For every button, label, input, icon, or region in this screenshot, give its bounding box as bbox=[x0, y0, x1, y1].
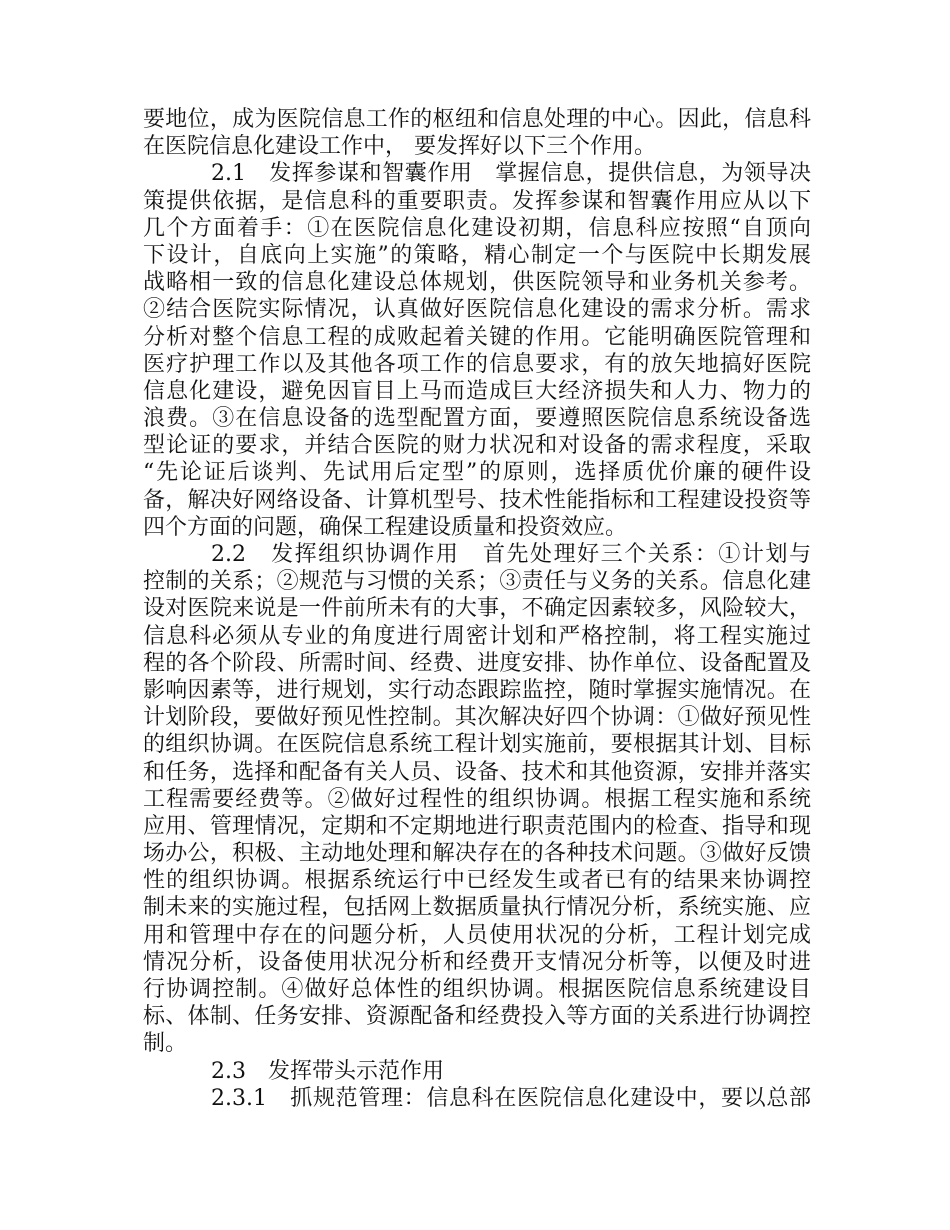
text-line: 控制的关系；②规范与习惯的关系；③责任与义务的关系。信息化建 bbox=[143, 569, 811, 595]
text-line: 情况分析，设备使用状况分析和经费开支情况分析等，以便及时进 bbox=[143, 949, 811, 975]
section-heading-line: 2.1 发挥参谋和智囊作用 掌握信息，提供信息，为领导决 bbox=[211, 161, 811, 187]
text-line: 几个方面着手：①在医院信息化建设初期，信息科应按照“自顶向 bbox=[143, 215, 811, 241]
text-line: 要地位，成为医院信息工作的枢纽和信息处理的中心。因此，信息科 bbox=[143, 107, 811, 132]
text-line: 浪费。③在信息设备的选型配置方面，要遵照医院信息系统设备选 bbox=[143, 406, 811, 432]
text-line: 下设计，自底向上实施”的策略，精心制定一个与医院中长期发展 bbox=[143, 242, 811, 268]
text-line: 行协调控制。④做好总体性的组织协调。根据医院信息系统建设目 bbox=[143, 977, 811, 1002]
text-line: 计划阶段，要做好预见性控制。其次解决好四个协调：①做好预见性 bbox=[143, 705, 811, 731]
text-line: 策提供依据，是信息科的重要职责。发挥参谋和智囊作用应从以下 bbox=[143, 188, 811, 214]
text-line: 标、体制、任务安排、资源配备和经费投入等方面的关系进行协调控 bbox=[143, 1004, 811, 1030]
text-line: 用和管理中存在的问题分析，人员使用状况的分析，工程计划完成 bbox=[143, 922, 811, 948]
text-line: “先论证后谈判、先试用后定型”的原则，选择质优价廉的硬件设 bbox=[143, 460, 811, 486]
text-line: 信息化建设，避免因盲目上马而造成巨大经济损失和人力、物力的 bbox=[143, 378, 811, 404]
text-line: 战略相一致的信息化建设总体规划，供医院领导和业务机关参考。 bbox=[143, 270, 811, 296]
text-line: 四个方面的问题，确保工程建设质量和投资效应。 bbox=[143, 514, 628, 540]
text-line: ②结合医院实际情况，认真做好医院信息化建设的需求分析。需求 bbox=[143, 297, 811, 323]
text-line: 性的组织协调。根据系统运行中已经发生或者已有的结果来协调控 bbox=[143, 868, 811, 894]
text-line: 应用、管理情况，定期和不定期地进行职责范围内的检查、指导和现 bbox=[143, 813, 811, 839]
text-line: 医疗护理工作以及其他各项工作的信息要求，有的放矢地搞好医院 bbox=[143, 351, 811, 377]
text-line: 制。 bbox=[143, 1031, 188, 1057]
section-heading-line: 2.2 发挥组织协调作用 首先处理好三个关系：①计划与 bbox=[211, 542, 811, 567]
text-line: 程的各个阶段、所需时间、经费、进度安排、协作单位、设备配置及 bbox=[143, 650, 811, 676]
text-line: 信息科必须从专业的角度进行周密计划和严格控制，将工程实施过 bbox=[143, 623, 811, 649]
text-line: 的组织协调。在医院信息系统工程计划实施前，要根据其计划、目标 bbox=[143, 732, 811, 758]
text-line: 工程需要经费等。②做好过程性的组织协调。根据工程实施和系统 bbox=[143, 786, 811, 812]
text-line: 影响因素等，进行规划，实行动态跟踪监控，随时掌握实施情况。在 bbox=[143, 677, 811, 703]
text-line: 分析对整个信息工程的成败起着关键的作用。它能明确医院管理和 bbox=[143, 324, 811, 350]
text-line: 设对医院来说是一件前所未有的大事，不确定因素较多，风险较大， bbox=[143, 596, 811, 622]
document-page bbox=[143, 106, 811, 1112]
text-line: 在医院信息化建设工作中， 要发挥好以下三个作用。 bbox=[143, 134, 656, 160]
text-line: 备，解决好网络设备、计算机型号、技术性能指标和工程建设投资等 bbox=[143, 487, 811, 513]
section-heading-line: 2.3.1 抓规范管理：信息科在医院信息化建设中，要以总部 bbox=[211, 1085, 811, 1111]
section-heading-line: 2.3 发挥带头示范作用 bbox=[211, 1058, 444, 1084]
text-line: 和任务，选择和配备有关人员、设备、技术和其他资源，安排并落实 bbox=[143, 759, 811, 785]
text-line: 场办公，积极、主动地处理和解决存在的各种技术问题。③做好反馈 bbox=[143, 841, 811, 867]
text-line: 型论证的要求，并结合医院的财力状况和对设备的需求程度，采取 bbox=[143, 433, 811, 459]
text-line: 制未来的实施过程，包括网上数据质量执行情况分析，系统实施、应 bbox=[143, 895, 811, 921]
